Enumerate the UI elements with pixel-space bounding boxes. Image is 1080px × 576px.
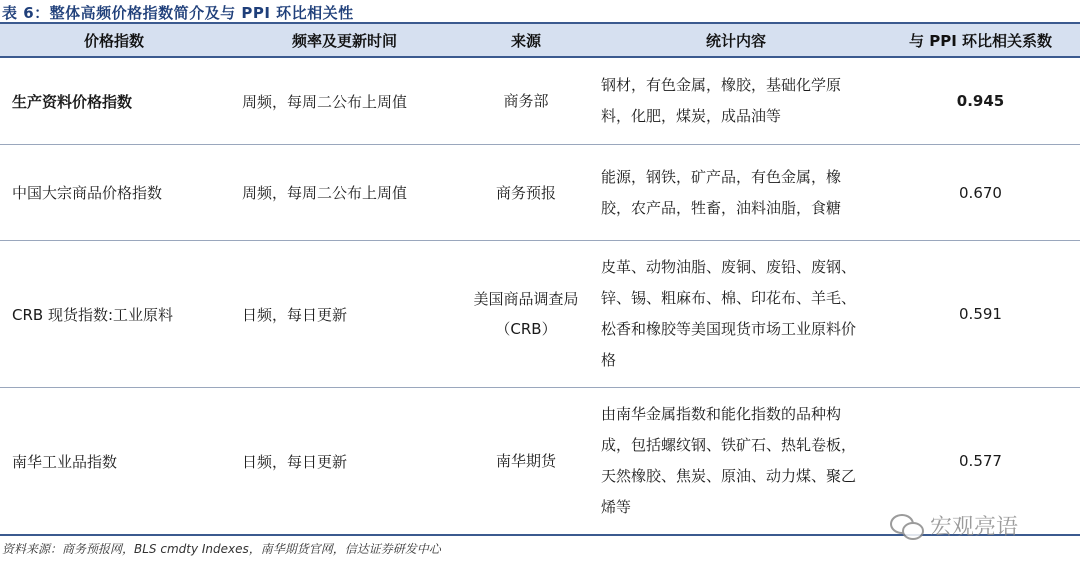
row-correlation: 0.670 — [959, 183, 1002, 202]
row-source: 商务预报 — [495, 183, 556, 202]
row-price-index: 中国大宗商品价格指数 — [12, 184, 163, 202]
row-frequency: 日频，每日更新 — [242, 452, 348, 471]
header-frequency: 频率及更新时间 — [291, 31, 397, 50]
row-content: 能源，钢铁，矿产品，有色金属，橡胶，农产品，牲畜，油料油脂，食糖 — [601, 167, 842, 217]
row-content: 由南华金属指数和能化指数的品种构成，包括螺纹钢、铁矿石、热轧卷板，天然橡胶、焦炭、原油、动力煤、聚乙烯等 — [601, 405, 857, 516]
row-content: 钢材，有色金属，橡胶，基础化学原料，化肥，煤炭，成品油等 — [601, 76, 842, 125]
row-source: 商务部 — [503, 92, 549, 110]
header-price-index: 价格指数 — [83, 31, 144, 50]
table-row — [0, 145, 1080, 241]
row-correlation: 0.591 — [959, 305, 1002, 323]
row-content: 皮革、动物油脂、废铜、废铅、废钢、锌、锡、粗麻布、棉、印花布、羊毛、松香和橡胶等美国现货市场工业原料价格 — [601, 258, 857, 369]
watermark — [890, 510, 1018, 541]
watermark-text: 宏观亮语 — [930, 515, 1019, 540]
wechat-icon — [890, 512, 924, 540]
row-source: 美国商品调查局（CRB） — [473, 290, 579, 338]
header-content: 统计内容 — [705, 31, 766, 50]
table-header — [0, 22, 1080, 58]
row-price-index: 南华工业品指数 — [12, 452, 118, 471]
row-price-index: CRB 现货指数:工业原料 — [12, 305, 174, 324]
header-correlation: 与 PPI 环比相关系数 — [908, 31, 1052, 50]
row-correlation: 0.577 — [959, 452, 1002, 470]
table-row — [0, 58, 1080, 145]
table-title: 表 6：整体高频价格指数简介及与 PPI 环比相关性 — [2, 4, 354, 22]
source-note: 资料来源：商务预报网，BLS cmdty Indexes，南华期货官网，信达证券研发中心 — [2, 542, 441, 556]
row-frequency: 周频，每周二公布上周值 — [242, 92, 408, 111]
row-frequency: 周频，每周二公布上周值 — [242, 184, 408, 202]
table-row — [0, 241, 1080, 388]
row-frequency: 日频，每日更新 — [242, 305, 348, 324]
header-source: 来源 — [510, 31, 541, 50]
row-price-index: 生产资料价格指数 — [12, 92, 133, 111]
row-source: 南华期货 — [495, 452, 556, 470]
row-correlation: 0.945 — [956, 92, 1005, 110]
